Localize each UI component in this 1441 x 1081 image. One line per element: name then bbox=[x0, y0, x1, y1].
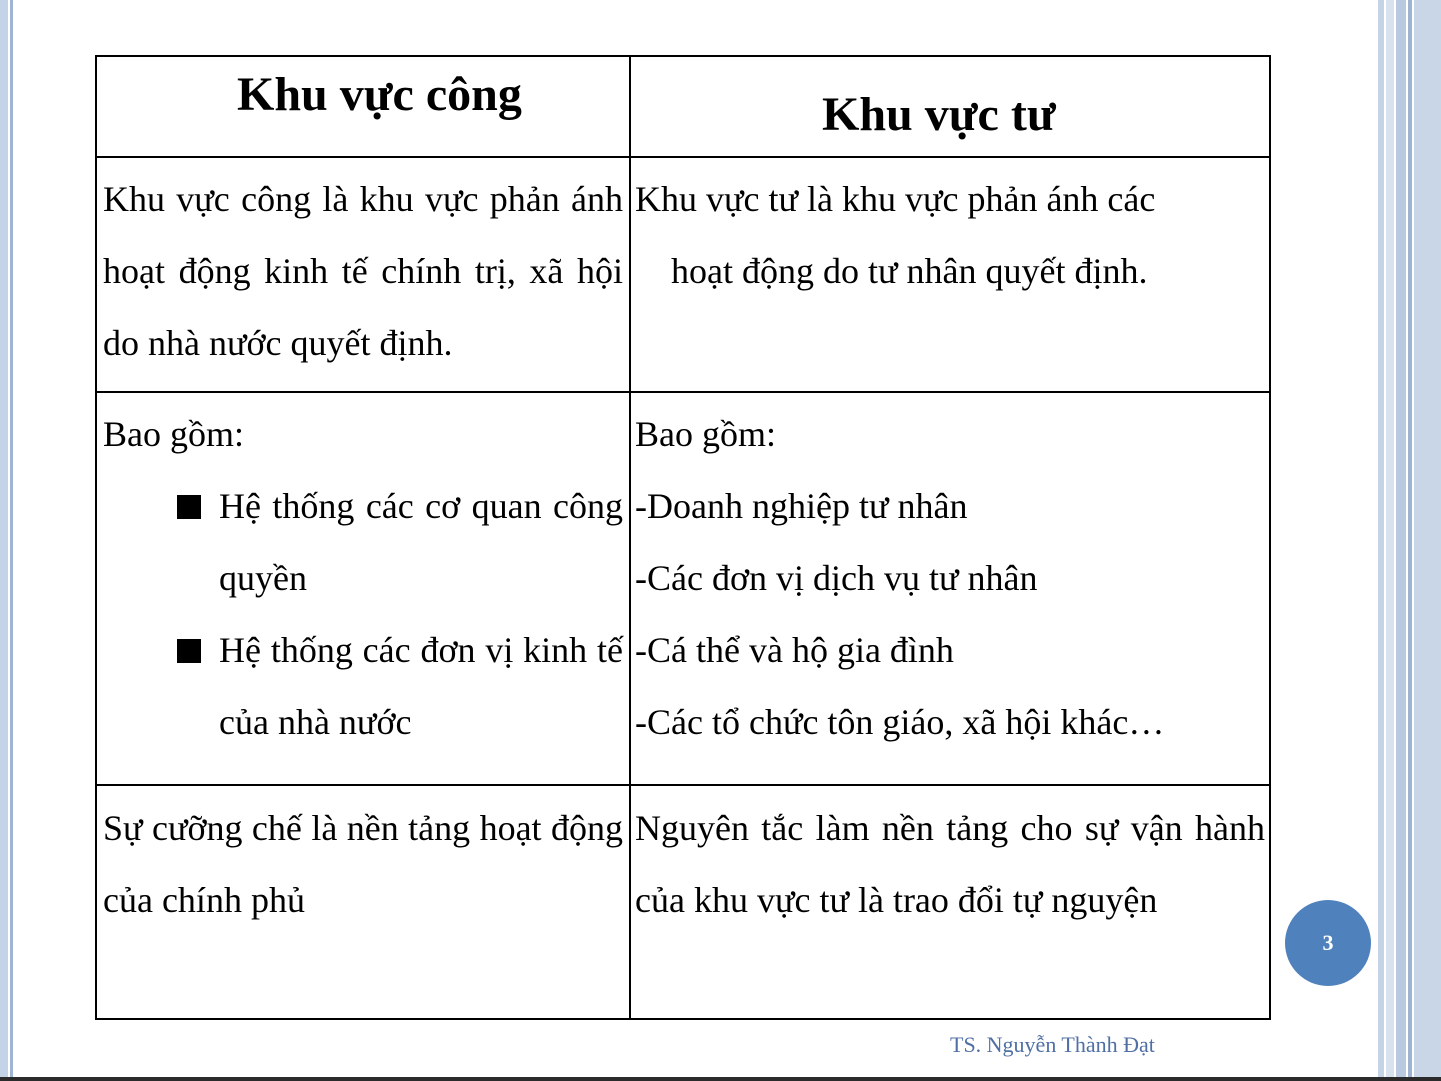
right-decor-stripe bbox=[1378, 0, 1384, 1081]
public-components-list bbox=[177, 470, 623, 758]
right-decor-stripe bbox=[1408, 0, 1412, 1081]
bottom-border bbox=[0, 1077, 1441, 1081]
author-footer: TS. Nguyễn Thành Đạt bbox=[950, 1032, 1155, 1057]
row-divider bbox=[97, 784, 1269, 786]
public-components-label: Bao gồm: bbox=[103, 414, 244, 454]
right-decor-stripe bbox=[1386, 0, 1394, 1081]
private-component-item: -Các đơn vị dịch vụ tư nhân bbox=[635, 558, 1038, 598]
public-principle: Sự cưỡng chế là nền tảng hoạt động của chính phủ bbox=[103, 808, 623, 920]
private-component-item: -Cá thể và hộ gia đình bbox=[635, 630, 954, 670]
row-divider bbox=[97, 156, 1269, 158]
public-sector-header: Khu vực công bbox=[237, 68, 522, 121]
row-divider bbox=[97, 391, 1269, 393]
private-definition-line2: hoạt động do tư nhân quyết định. bbox=[671, 251, 1148, 291]
page-number-badge: 3 bbox=[1285, 900, 1371, 986]
left-decor-stripe-thin bbox=[10, 0, 13, 1081]
right-decor-stripe bbox=[1414, 0, 1441, 1081]
comparison-table bbox=[95, 55, 1271, 1020]
private-component-item: -Các tổ chức tôn giáo, xã hội khác… bbox=[635, 702, 1165, 742]
private-principle: Nguyên tắc làm nền tảng cho sự vận hành của khu vực tư là trao đổi tự nguyện bbox=[635, 808, 1265, 920]
right-decor-stripe bbox=[1396, 0, 1406, 1081]
private-components-label: Bao gồm: bbox=[635, 414, 776, 454]
left-decor-stripe bbox=[0, 0, 8, 1081]
private-definition-line1: Khu vực tư là khu vực phản ánh các bbox=[635, 179, 1156, 219]
public-definition: Khu vực công là khu vực phản ánh hoạt động kinh tế chính trị, xã hội do nhà nước quyết định. bbox=[103, 179, 623, 363]
square-bullet-icon bbox=[177, 495, 201, 519]
private-sector-header: Khu vực tư bbox=[822, 88, 1056, 141]
list-item: Hệ thống các cơ quan công quyền bbox=[177, 470, 623, 614]
column-divider bbox=[629, 57, 631, 1018]
private-component-item: -Doanh nghiệp tư nhân bbox=[635, 486, 968, 526]
square-bullet-icon bbox=[177, 639, 201, 663]
list-item: Hệ thống các đơn vị kinh tế của nhà nước bbox=[177, 614, 623, 758]
